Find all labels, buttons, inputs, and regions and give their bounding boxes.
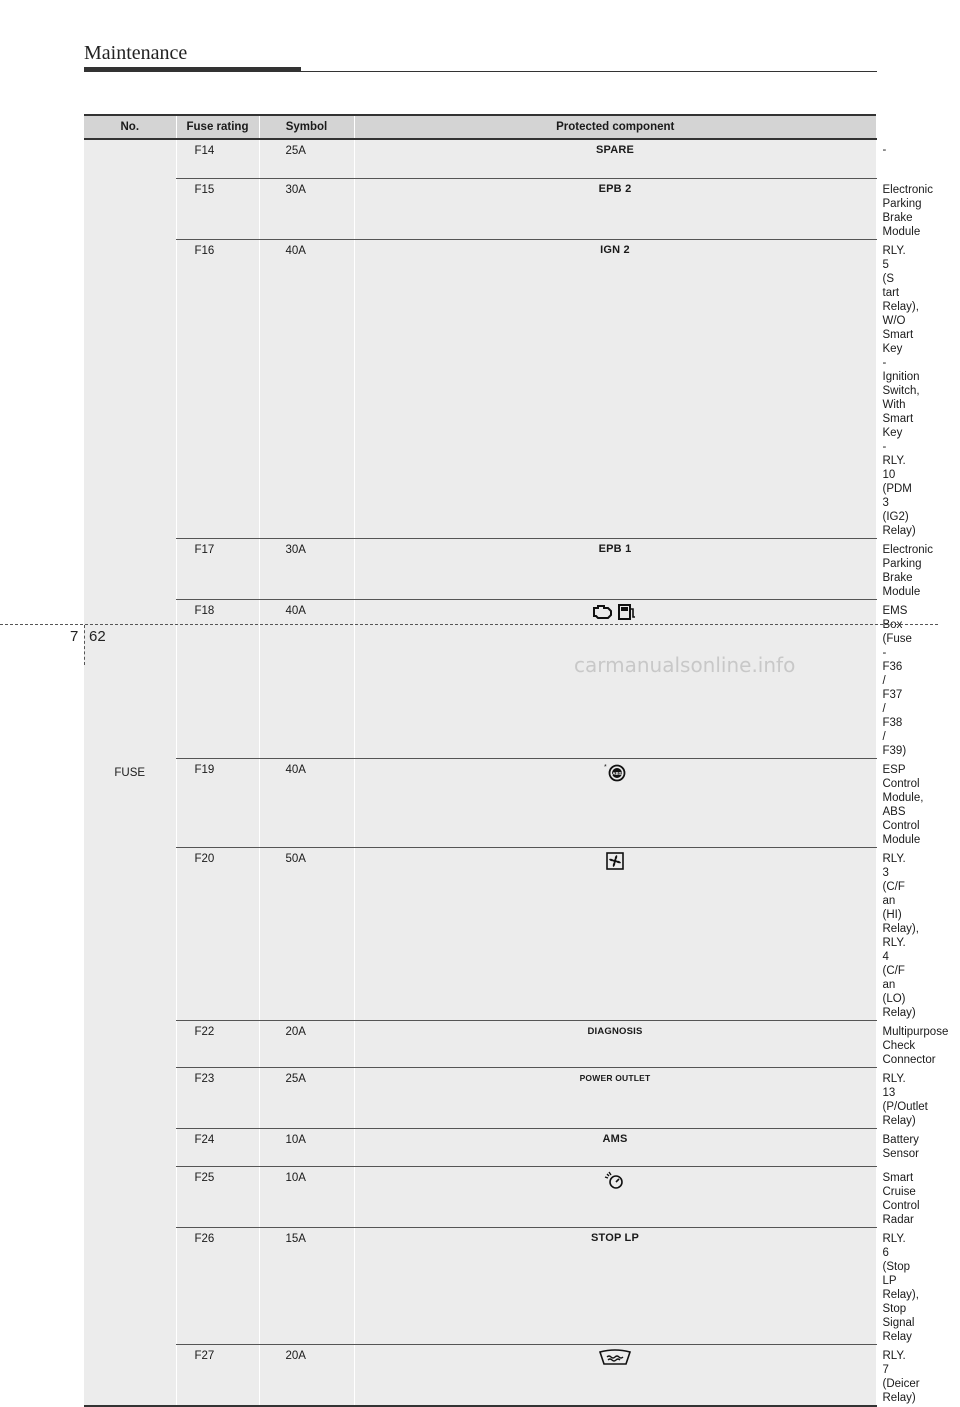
page-header-title: Maintenance [84, 42, 188, 64]
fuse-number: F27 [176, 1345, 259, 1407]
fuse-rating: 15A [259, 1228, 354, 1345]
fuse-rating: 40A [259, 758, 354, 847]
symbol-text: SPARE [595, 144, 635, 156]
table-row: F19 40A ABS * ESP Control Module, ABS Control Module [84, 758, 876, 847]
fuse-symbol [354, 1228, 876, 1345]
fan-icon [605, 851, 625, 871]
column-header-protected-component: Protected component [354, 115, 876, 139]
deicer-icon [597, 1348, 633, 1366]
fuse-rating: 50A [259, 847, 354, 1020]
symbol-text: EPB 1 [598, 542, 632, 555]
symbol-text: DIAGNOSIS [587, 1025, 643, 1037]
fuse-number: F14 [176, 139, 259, 178]
fuse-symbol [354, 1067, 876, 1128]
fuse-number: F23 [176, 1067, 259, 1128]
fuse-rating: 30A [259, 178, 354, 239]
fuse-number: F22 [176, 1020, 259, 1067]
footer-divider [84, 625, 85, 665]
table-row: F25 10A Smart Cruise Control Radar [84, 1167, 876, 1228]
column-header-symbol: Symbol [259, 115, 354, 139]
table-row: FUSE F14 25A SPARE - [84, 139, 876, 178]
table-row: F27 20A RLY. 7 (Deicer Relay) [84, 1345, 876, 1407]
table-row: F26 15A STOP LP RLY. 6 (Stop LP Relay), Stop Signal Relay [84, 1228, 876, 1345]
fuse-rating: 20A [259, 1345, 354, 1407]
fuse-rating: 20A [259, 1020, 354, 1067]
svg-text:*: * [604, 763, 607, 771]
fuse-symbol [354, 758, 876, 847]
fuse-table [84, 114, 949, 1407]
symbol-text: EPB 2 [598, 182, 632, 195]
table-header-row [84, 115, 876, 139]
abs-icon [600, 762, 630, 782]
fuse-symbol [354, 1020, 876, 1067]
fuse-symbol [354, 847, 876, 1020]
fuse-number: F19 [176, 758, 259, 847]
table-row: F15 30A EPB 2 Electronic Parking Brake Module [84, 178, 876, 239]
svg-text:ABS: ABS [612, 770, 622, 776]
column-header-fuse-rating: Fuse rating [176, 115, 259, 139]
page-number: 62 [89, 628, 106, 645]
fuse-symbol [354, 1345, 876, 1407]
header-rule [84, 71, 877, 72]
fuse-rating: 10A [259, 1128, 354, 1167]
fuse-symbol [354, 178, 876, 239]
table-row: F17 30A EPB 1 Electronic Parking Brake Module [84, 538, 876, 599]
fuse-rating: 25A [259, 1067, 354, 1128]
fuse-rating: 25A [259, 139, 354, 178]
table-row: F22 20A DIAGNOSIS Multipurpose Check Connector [84, 1020, 876, 1067]
fuse-symbol [354, 538, 876, 599]
fuse-number: F17 [176, 538, 259, 599]
symbol-text: IGN 2 [600, 243, 630, 256]
table-row: F16 40A IGN 2 RLY. 5 (S tart Relay), W/O Smart Key - Ignition Switch, With Smart Key - RLY. 10 (PDM 3 (IG2) Relay) [84, 239, 876, 538]
table-row: F20 50A RLY. 3 (C/F an (HI) Relay), RLY. 4 (C/F an (LO) Relay) [84, 847, 876, 1020]
fuse-rating: 10A [259, 1167, 354, 1228]
footer-rule [0, 624, 938, 625]
symbol-text: POWER OUTLET [579, 1072, 651, 1083]
fuse-number: F15 [176, 178, 259, 239]
engine-fuel-icon [592, 603, 638, 621]
table-row: F23 25A POWER OUTLET RLY. 13 (P/Outlet Relay) [84, 1067, 876, 1128]
cruise-radar-icon [604, 1170, 626, 1190]
fuse-rating: 40A [259, 599, 354, 758]
table-row: F18 40A EMS Box (Fuse - F36 / F37 / F38 / F39) [84, 599, 876, 758]
watermark: carmanualsonline.info [574, 653, 796, 677]
fuse-rating: 30A [259, 538, 354, 599]
fuse-number: F25 [176, 1167, 259, 1228]
chapter-number: 7 [70, 628, 79, 645]
fuse-rating: 40A [259, 239, 354, 538]
fuse-number: F26 [176, 1228, 259, 1345]
symbol-text: AMS [602, 1132, 628, 1145]
fuse-number: F24 [176, 1128, 259, 1167]
column-header-no: No. [84, 115, 176, 139]
fuse-symbol [354, 239, 876, 538]
table-row: F24 10A AMS Battery Sensor [84, 1128, 876, 1167]
fuse-symbol [354, 1167, 876, 1228]
symbol-text: STOP LP [590, 1232, 640, 1245]
fuse-symbol [354, 139, 876, 178]
fuse-number: F18 [176, 599, 259, 758]
fuse-symbol [354, 1128, 876, 1167]
fuse-group-label: FUSE [84, 139, 176, 1406]
fuse-number: F16 [176, 239, 259, 538]
fuse-number: F20 [176, 847, 259, 1020]
